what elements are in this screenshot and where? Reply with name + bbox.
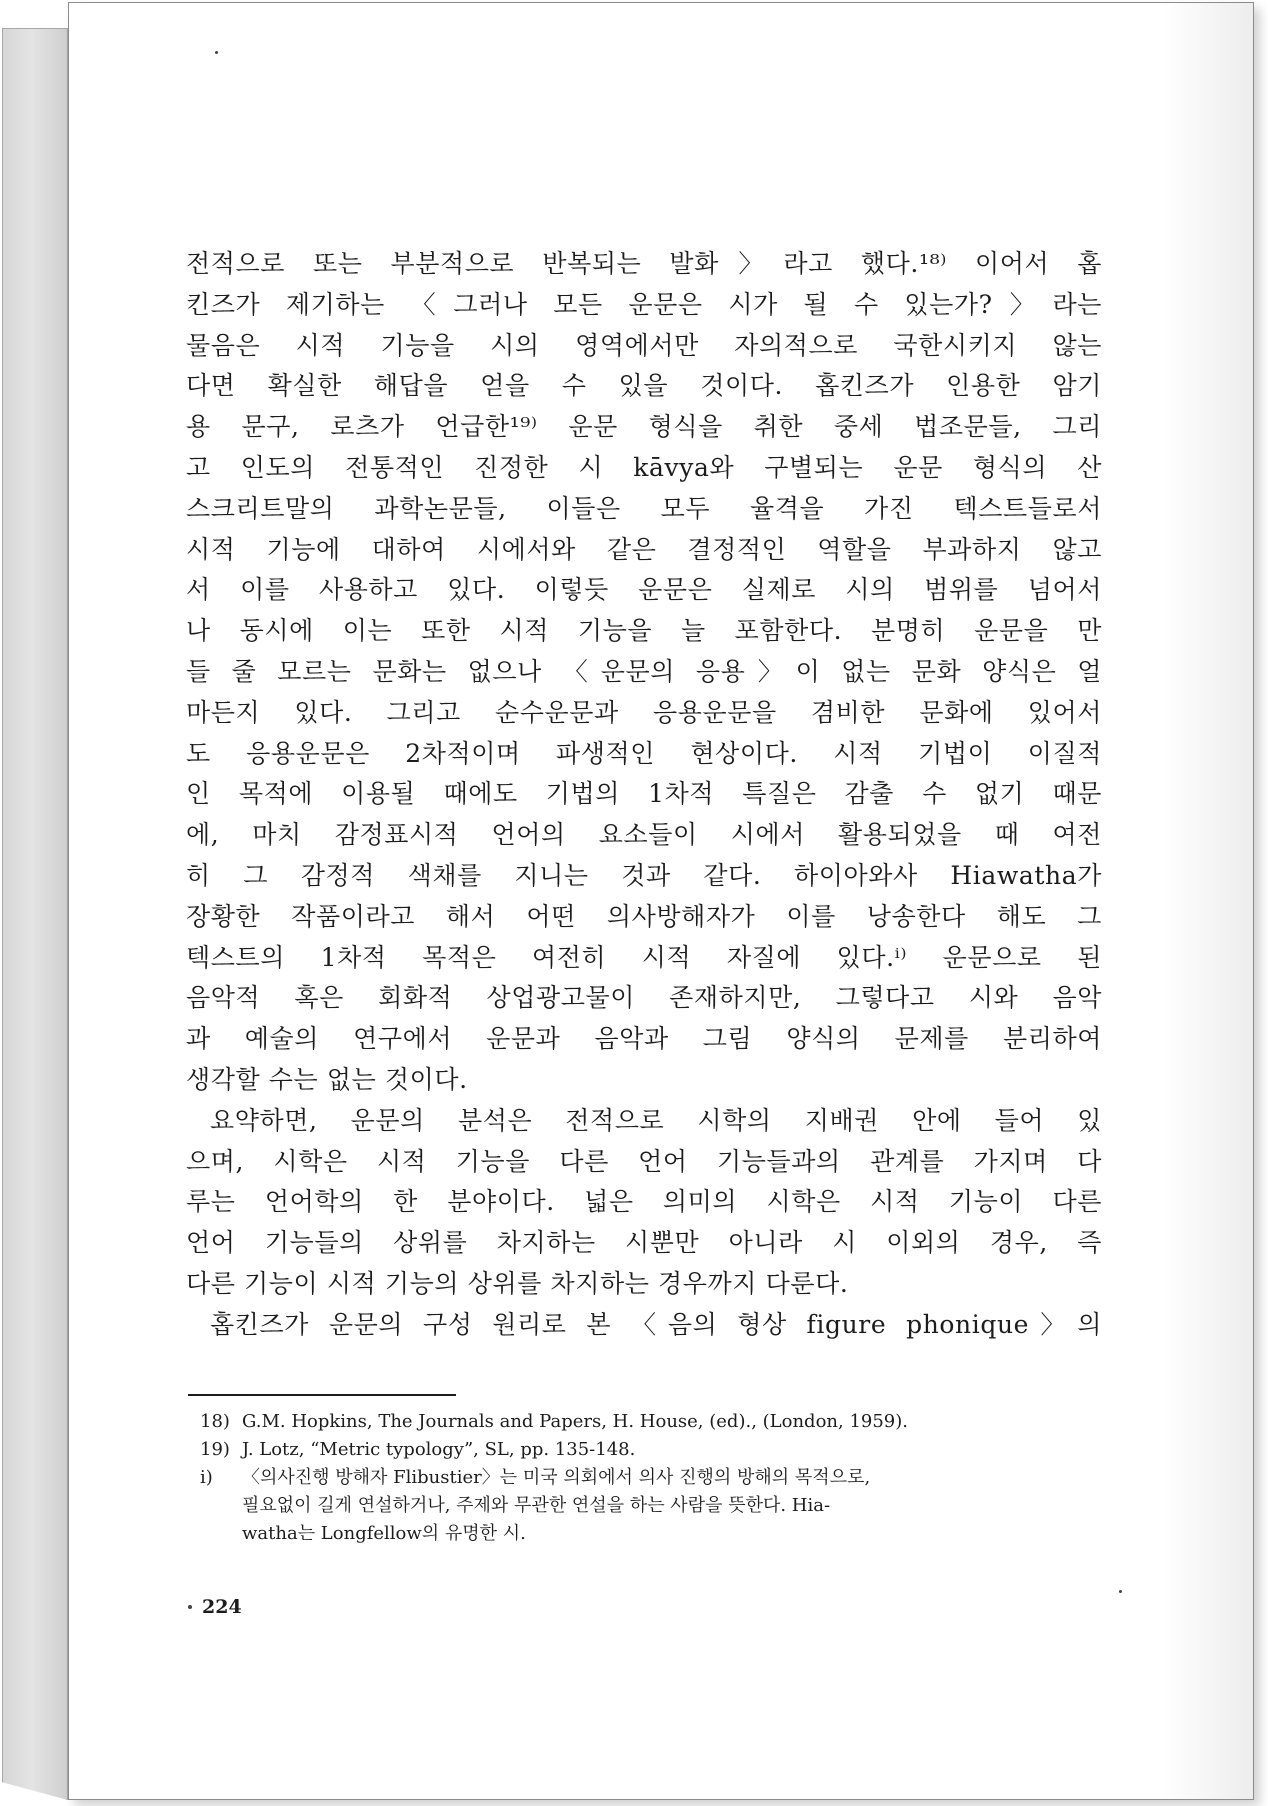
body-line: 고 인도의 전통적인 진정한 시 kāvya와 구별되는 운문 형식의 산 <box>186 452 1102 482</box>
body-line: 서 이를 사용하고 있다. 이렇듯 운문은 실제로 시의 범위를 넘어서 <box>186 575 1102 605</box>
body-line: 요약하면, 운문의 분석은 전적으로 시학의 지배권 안에 들어 있 <box>210 1105 1102 1135</box>
footnote-mark: 18) <box>200 1411 230 1432</box>
body-line: 나 동시에 이는 또한 시적 기능을 늘 포함한다. 분명히 운문을 만 <box>186 616 1102 646</box>
body-line: 에, 마치 감정표시적 언어의 요소들이 시에서 활용되었을 때 여전 <box>186 820 1102 850</box>
footnote-i <box>200 1464 1096 1492</box>
page-shadow <box>1163 3 1253 1799</box>
body-line: 도 응용운문은 2차적이며 파생적인 현상이다. 시적 기법이 이질적 <box>186 738 1102 768</box>
body-line: 루는 언어학의 한 분야이다. 넓은 의미의 시학은 시적 기능이 다른 <box>186 1187 1102 1217</box>
body-line: 과 예술의 연구에서 운문과 음악과 그림 양식의 문제를 분리하여 <box>186 1024 1102 1054</box>
body-text <box>186 244 1102 1346</box>
page-number: 224 <box>202 1596 242 1618</box>
body-line: 홉킨즈가 운문의 구성 원리로 본 〈음의 형상 figure phonique〉의 <box>210 1309 1102 1339</box>
body-line: 시적 기능에 대하여 시에서와 같은 결정적인 역할을 부과하지 않고 <box>186 534 1102 564</box>
body-line: 물음은 시적 기능을 시의 영역에서만 자의적으로 국한시키지 않는 <box>186 330 1102 360</box>
body-line: 음악적 혹은 회화적 상업광고물이 존재하지만, 그렇다고 시와 음악 <box>186 983 1102 1013</box>
body-line: 마든지 있다. 그리고 순수운문과 응용운문을 겸비한 문화에 있어서 <box>186 697 1102 727</box>
footnote-divider <box>188 1394 456 1396</box>
scan-speck <box>1119 1590 1122 1593</box>
body-line: 스크리트말의 과학논문들, 이들은 모두 율격을 가진 텍스트들로서 <box>186 493 1102 523</box>
footnote-continuation: watha는 Longfellow의 유명한 시. <box>242 1523 526 1544</box>
scan-speck <box>215 51 218 54</box>
body-line: 인 목적에 이용될 때에도 기법의 1차적 특질은 감출 수 없기 때문 <box>186 779 1102 809</box>
footnote-19 <box>200 1436 1096 1464</box>
body-line: 킨즈가 제기하는 〈그러나 모든 운문은 시가 될 수 있는가?〉라는 <box>186 289 1102 319</box>
body-line: 생각할 수는 없는 것이다. <box>186 1064 468 1094</box>
footnotes <box>200 1408 1096 1548</box>
footnote-continuation: 필요없이 길게 연설하거나, 주제와 무관한 연설을 하는 사람을 뜻한다. Hia- <box>242 1495 831 1516</box>
body-line: 다른 기능이 시적 기능의 상위를 차지하는 경우까지 다룬다. <box>186 1268 849 1298</box>
body-line: 전적으로 또는 부분적으로 반복되는 발화〉라고 했다.¹⁸⁾ 이어서 홉 <box>186 249 1102 278</box>
footnote-text: J. Lotz, “Metric typology”, SL, pp. 135-148. <box>242 1439 636 1460</box>
body-line: 장황한 작품이라고 해서 어떤 의사방해자가 이를 낭송한다 해도 그 <box>186 901 1102 931</box>
footnote-text: 〈의사진행 방해자 Flibustier〉는 미국 의회에서 의사 진행의 방해의 목적으로, <box>242 1467 871 1488</box>
body-line: 다면 확실한 해답을 얻을 수 있을 것이다. 홉킨즈가 인용한 암기 <box>186 371 1102 401</box>
body-line: 으며, 시학은 시적 기능을 다른 언어 기능들과의 관계를 가지며 다 <box>186 1146 1102 1176</box>
footnote-mark: i) <box>200 1467 213 1488</box>
footnote-mark: 19) <box>200 1439 230 1460</box>
book-spine-edge <box>2 28 68 1800</box>
footnote-text: G.M. Hopkins, The Journals and Papers, H. House, (ed)., (London, 1959). <box>242 1411 908 1432</box>
body-line: 용 문구, 로츠가 언급한¹⁹⁾ 운문 형식을 취한 중세 법조문들, 그리 <box>186 412 1102 442</box>
body-line: 텍스트의 1차적 목적은 여전히 시적 자질에 있다.ⁱ⁾ 운문으로 된 <box>186 942 1102 972</box>
scan-speck <box>188 1605 192 1609</box>
footnote-18 <box>200 1408 1096 1436</box>
body-line: 히 그 감정적 색채를 지니는 것과 같다. 하이아와사 Hiawatha가 <box>186 860 1102 890</box>
body-line: 들 줄 모르는 문화는 없으나 〈운문의 응용〉이 없는 문화 양식은 얼 <box>186 656 1102 686</box>
body-line: 언어 기능들의 상위를 차지하는 시뿐만 아니라 시 이외의 경우, 즉 <box>186 1228 1102 1258</box>
